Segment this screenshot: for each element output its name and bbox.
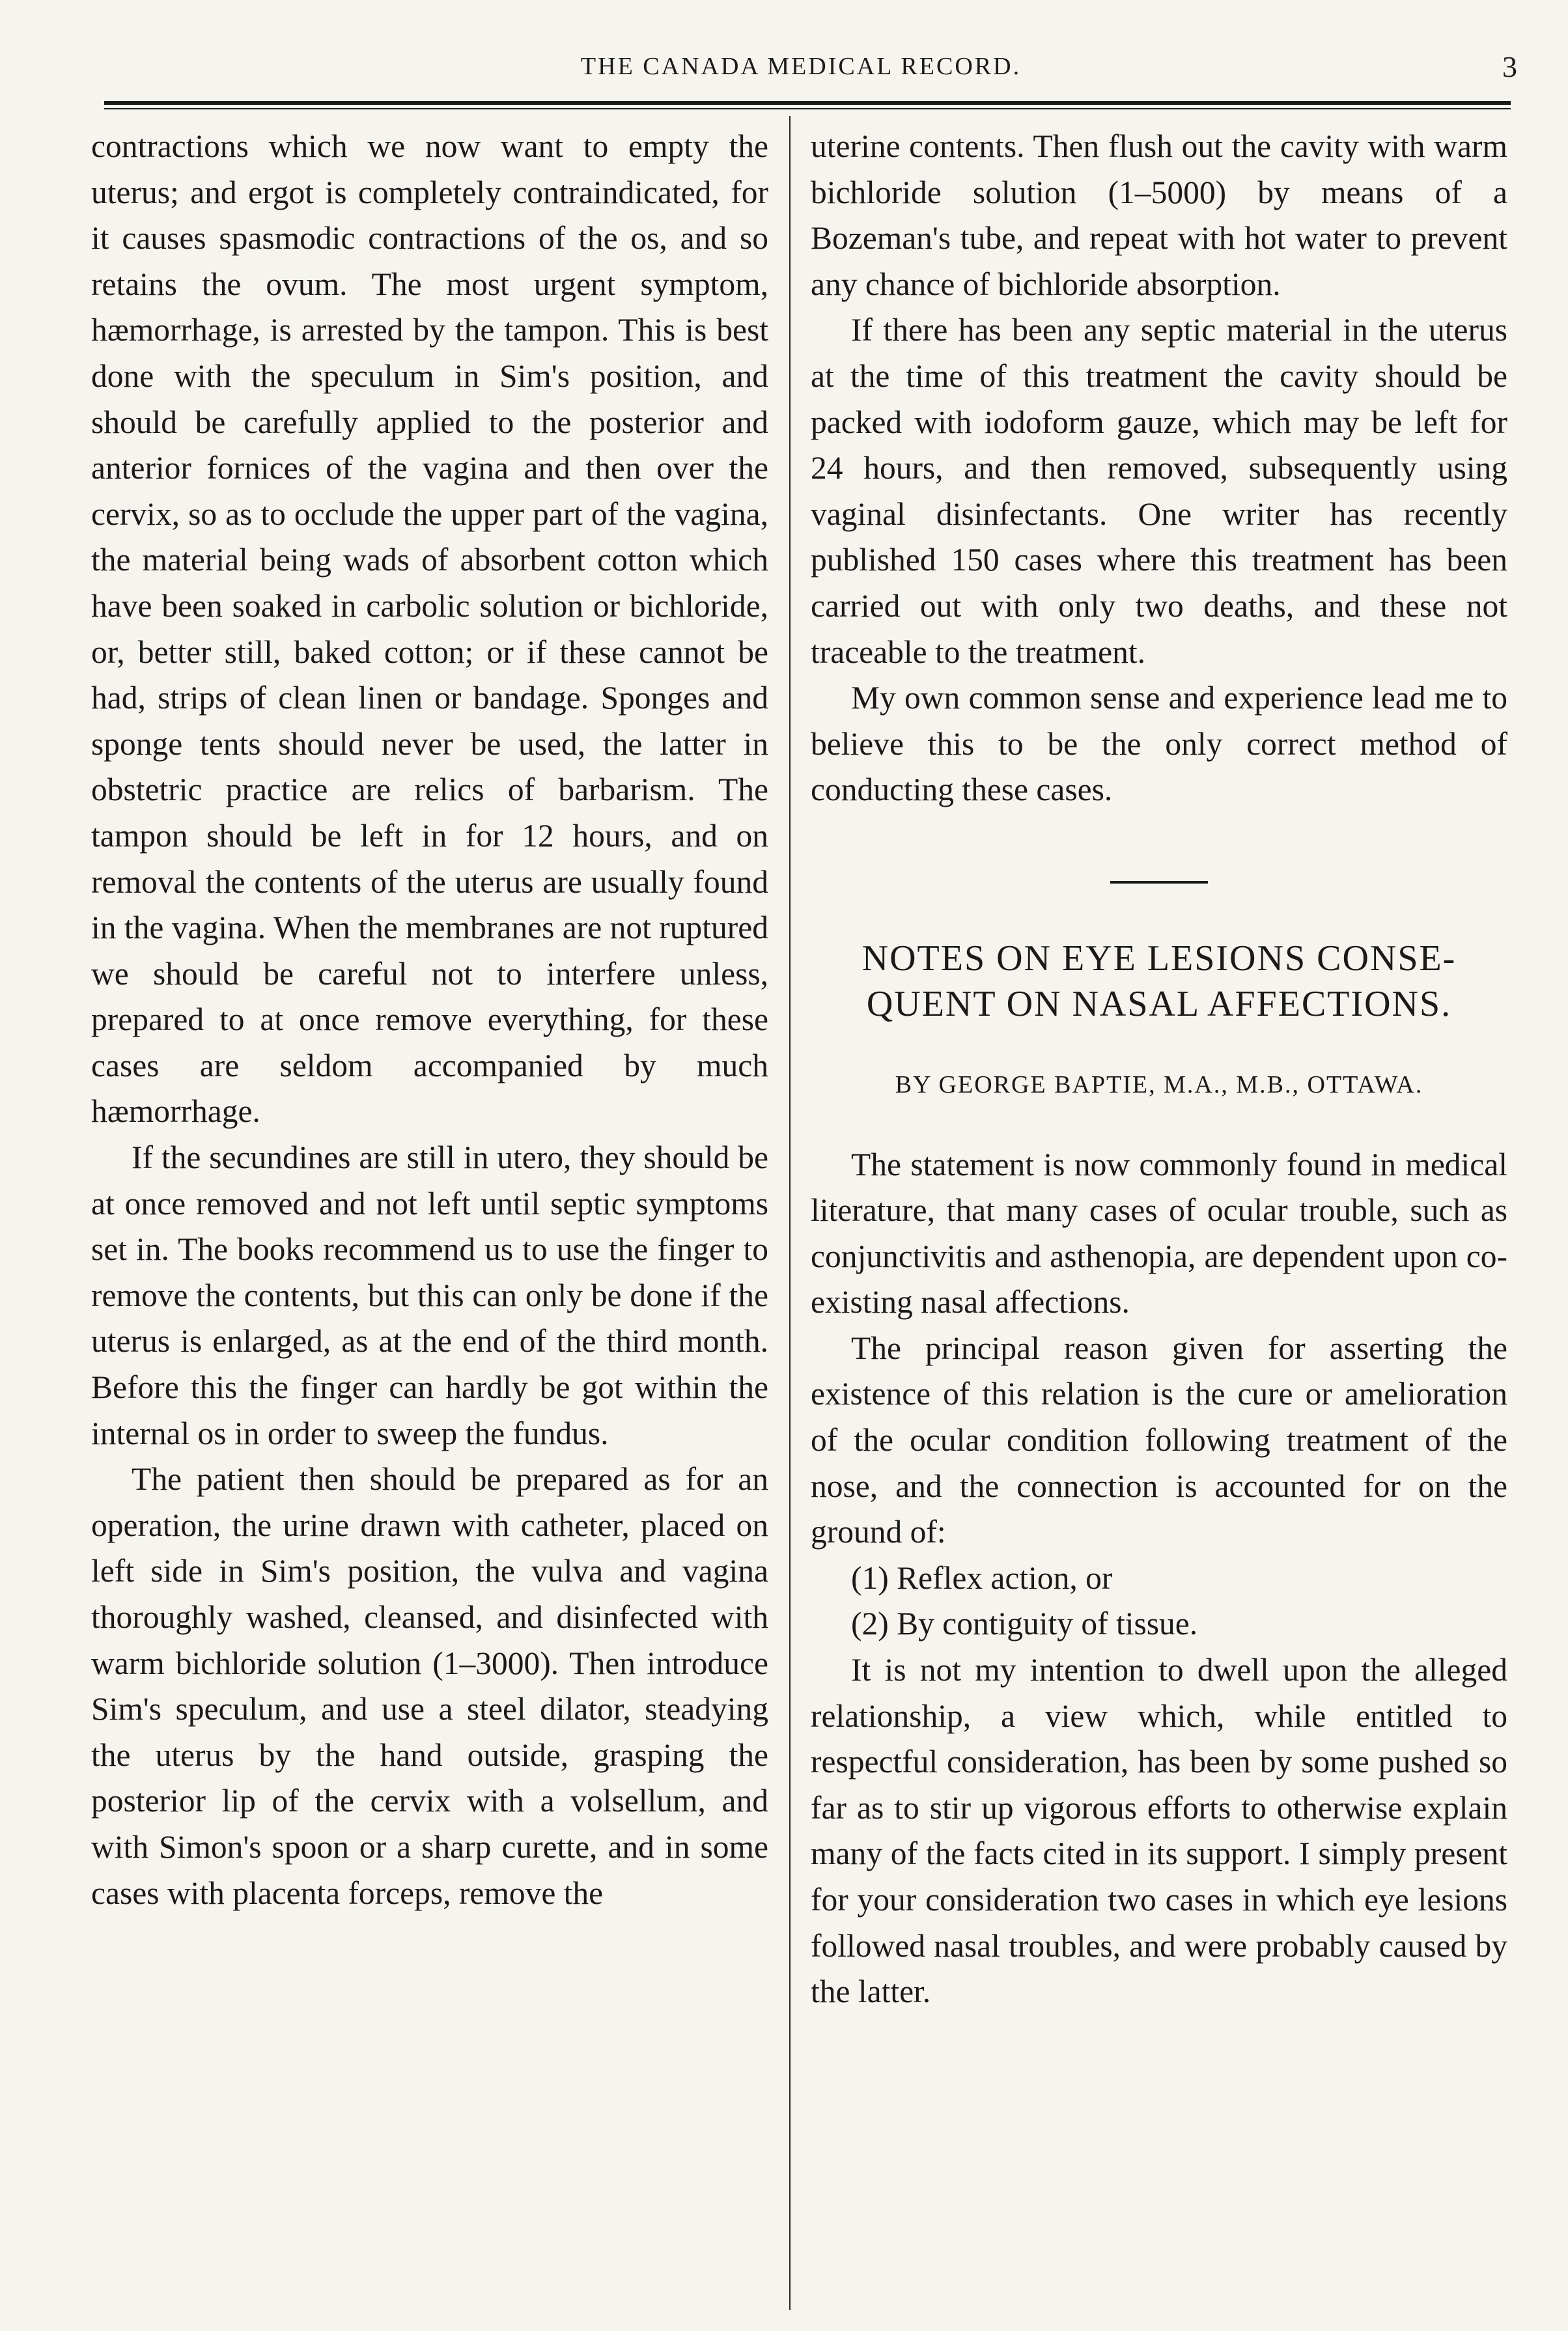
page-number: 3 xyxy=(1502,50,1517,83)
paragraph: uterine contents. Then flush out the cavity with warm bichloride solution (1–5000) by means of a Bozeman's tube, and repeat with hot water to prevent any chance of bichloride absorption. xyxy=(811,128,1507,302)
paragraph: The statement is now commonly found in medical literature, that many cases of ocular trouble, such as conjunctivitis and asthenopia, are dependent upon co-existing nasal affections. xyxy=(811,1146,1507,1320)
list-item: (2) By contiguity of tissue. xyxy=(851,1606,1198,1642)
header-rule-thin xyxy=(104,108,1511,109)
paragraph: The principal reason given for asserting the existence of this relation is the cure or amelioration of the ocular condition following treatment of the nose, and the connection is accounted for on the ground of: xyxy=(811,1330,1507,1550)
article-title-line: QUENT ON NASAL AFFECTIONS. xyxy=(866,983,1452,1024)
paragraph: It is not my intention to dwell upon the alleged relationship, a view which, while entitled to respectful consideration, has been by some pushed so far as to stir up vigorous efforts to otherwise explain many of the facts cited in its support. I simply present for your consideration two cases in which eye lesions followed nasal troubles, and were probably caused by the latter. xyxy=(811,1652,1507,2010)
header-rule-thick xyxy=(104,101,1511,105)
section-divider xyxy=(1110,881,1208,884)
paragraph: contractions which we now want to empty the uterus; and ergot is completely contraindicated, for it causes spasmodic contractions of the os, and so retains the ovum. The most urgent symptom, hæmorrhage, is arrested by the tampon. This is best done with the speculum in Sim's position, and should be carefully applied to the posterior and anterior fornices of the vagina and then over the cervix, so as to occlude the upper part of the vagina, the material being wads of absorbent cotton which have been soaked in carbolic solution or bichloride, or, better still, baked cotton; or if these cannot be had, strips of clean linen or bandage. Sponges and sponge tents should never be used, the latter in obstetric practice are relics of barbarism. The tampon should be left in for 12 hours, and on removal the contents of the uterus are usually found in the vagina. When the membranes are not ruptured we should be careful not to interfere unless, prepared to at once remove everything, for these cases are seldom accompanied by much hæmorrhage. xyxy=(91,128,768,1130)
journal-title: THE CANADA MEDICAL RECORD. xyxy=(580,53,1022,80)
left-column xyxy=(91,124,768,1916)
right-column xyxy=(811,124,1507,2015)
paragraph: My own common sense and experience lead me to believe this to be the only correct method of conducting these cases. xyxy=(811,680,1507,808)
paragraph: If the secundines are still in utero, they should be at once removed and not left until septic symptoms set in. The books recommend us to use the finger to remove the contents, but this can only be done if the uterus is enlarged, as at the end of the third month. Before this the finger can hardly be got within the internal os in order to sweep the fundus. xyxy=(91,1139,768,1451)
column-divider xyxy=(789,116,791,2310)
article-byline: BY GEORGE BAPTIE, M.A., M.B., OTTAWA. xyxy=(895,1070,1423,1098)
list-item: (1) Reflex action, or xyxy=(851,1559,1113,1596)
article-title xyxy=(811,936,1507,1027)
article-title-line: NOTES ON EYE LESIONS CONSE- xyxy=(861,938,1457,979)
paragraph: If there has been any septic material in the uterus at the time of this treatment the cavity should be packed with iodoform gauze, which may be left for 24 hours, and then removed, subsequently using vaginal disinfectants. One writer has recently published 150 cases where this treatment has been carried out with only two deaths, and these not traceable to the treatment. xyxy=(811,312,1507,670)
paragraph: The patient then should be prepared as for an operation, the urine drawn with catheter, placed on left side in Sim's position, the vulva and vagina thoroughly washed, cleansed, and disinfected with warm bichloride solution (1–3000). Then introduce Sim's speculum, and use a steel dilator, steadying the uterus by the hand outside, grasping the posterior lip of the cervix with a volsellum, and with Simon's spoon or a sharp curette, and in some cases with placenta forceps, remove the xyxy=(91,1461,768,1911)
running-head xyxy=(85,52,1517,91)
